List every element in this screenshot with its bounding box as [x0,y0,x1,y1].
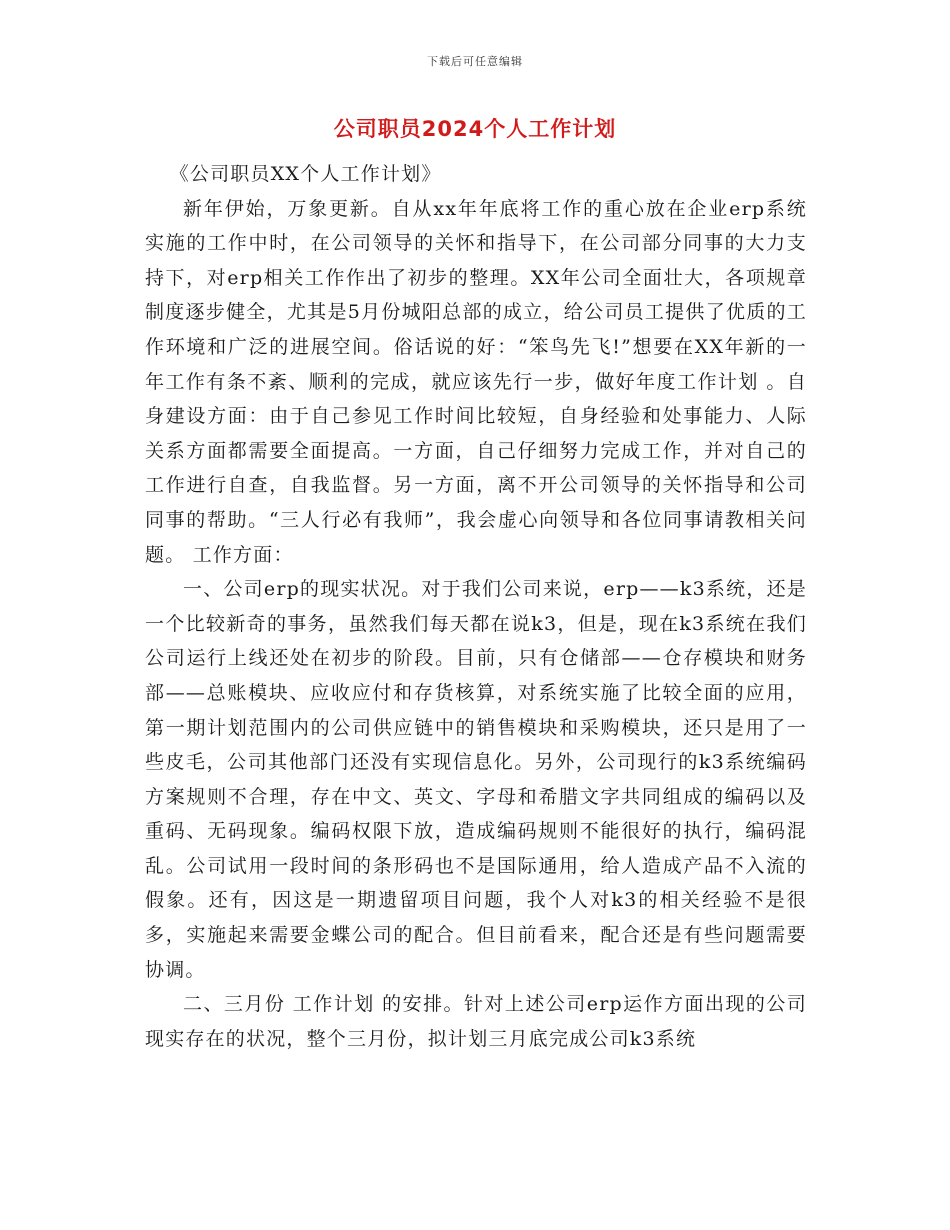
document-body [145,157,807,1056]
document-title: 公司职员2024个人工作计划 [333,117,617,141]
header-note: 下载后可任意编辑 [427,55,523,68]
document-subtitle: 《公司职员XX个人工作计划》 [169,163,442,185]
paragraph-section-one: 一、公司erp的现实状况。对于我们公司来说，erp——k3系统，还是一个比较新奇的事务，虽然我们每天都在说k3，但是，现在k3系统在我们公司运行上线还处在初步的阶段。目前，只有仓储部——仓存模块和财务部——总账模块、应收应付和存货核算，对系统实施了比较全面的应用，第一期计划范围内的公司供应链中的销售模块和采购模块，还只是用了一些皮毛，公司其他部门还没有实现信息化。另外，公司现行的k3系统编码方案规则不合理，存在中文、英文、字母和希腊文字共同组成的编码以及重码、无码现象。编码权限下放，造成编码规则不能很好的执行，编码混乱。公司试用一段时间的条形码也不是国际通用，给人造成产品不入流的假象。还有，因这是一期遗留项目问题，我个人对k3的相关经验不是很多，实施起来需要金蝶公司的配合。但目前看来，配合还是有些问题需要协调。 [145,578,807,981]
paragraph-section-two: 二、三月份 工作计划 的安排。针对上述公司erp运作方面出现的公司现实存在的状况，整个三月份，拟计划三月底完成公司k3系统 [145,993,807,1050]
paragraph-intro: 新年伊始，万象更新。自从xx年年底将工作的重心放在企业erp系统实施的工作中时，在公司领导的关怀和指导下，在公司部分同事的大力支持下，对erp相关工作作出了初步的整理。XX年公司全面壮大，各项规章制度逐步健全，尤其是5月份城阳总部的成立，给公司员工提供了优质的工作环境和广泛的进展空间。俗话说的好：“笨鸟先飞!”想要在XX年新的一年工作有条不紊、顺利的完成，就应该先行一步，做好年度工作计划 。自身建设方面：由于自己参见工作时间比较短，自身经验和处事能力、人际关系方面都需要全面提高。一方面，自己仔细努力完成工作，并对自己的工作进行自查，自我监督。另一方面，离不开公司领导的关怀指导和公司同事的帮助。“三人行必有我师”，我会虚心向领导和各位同事请教相关问题。 工作方面： [145,197,807,566]
